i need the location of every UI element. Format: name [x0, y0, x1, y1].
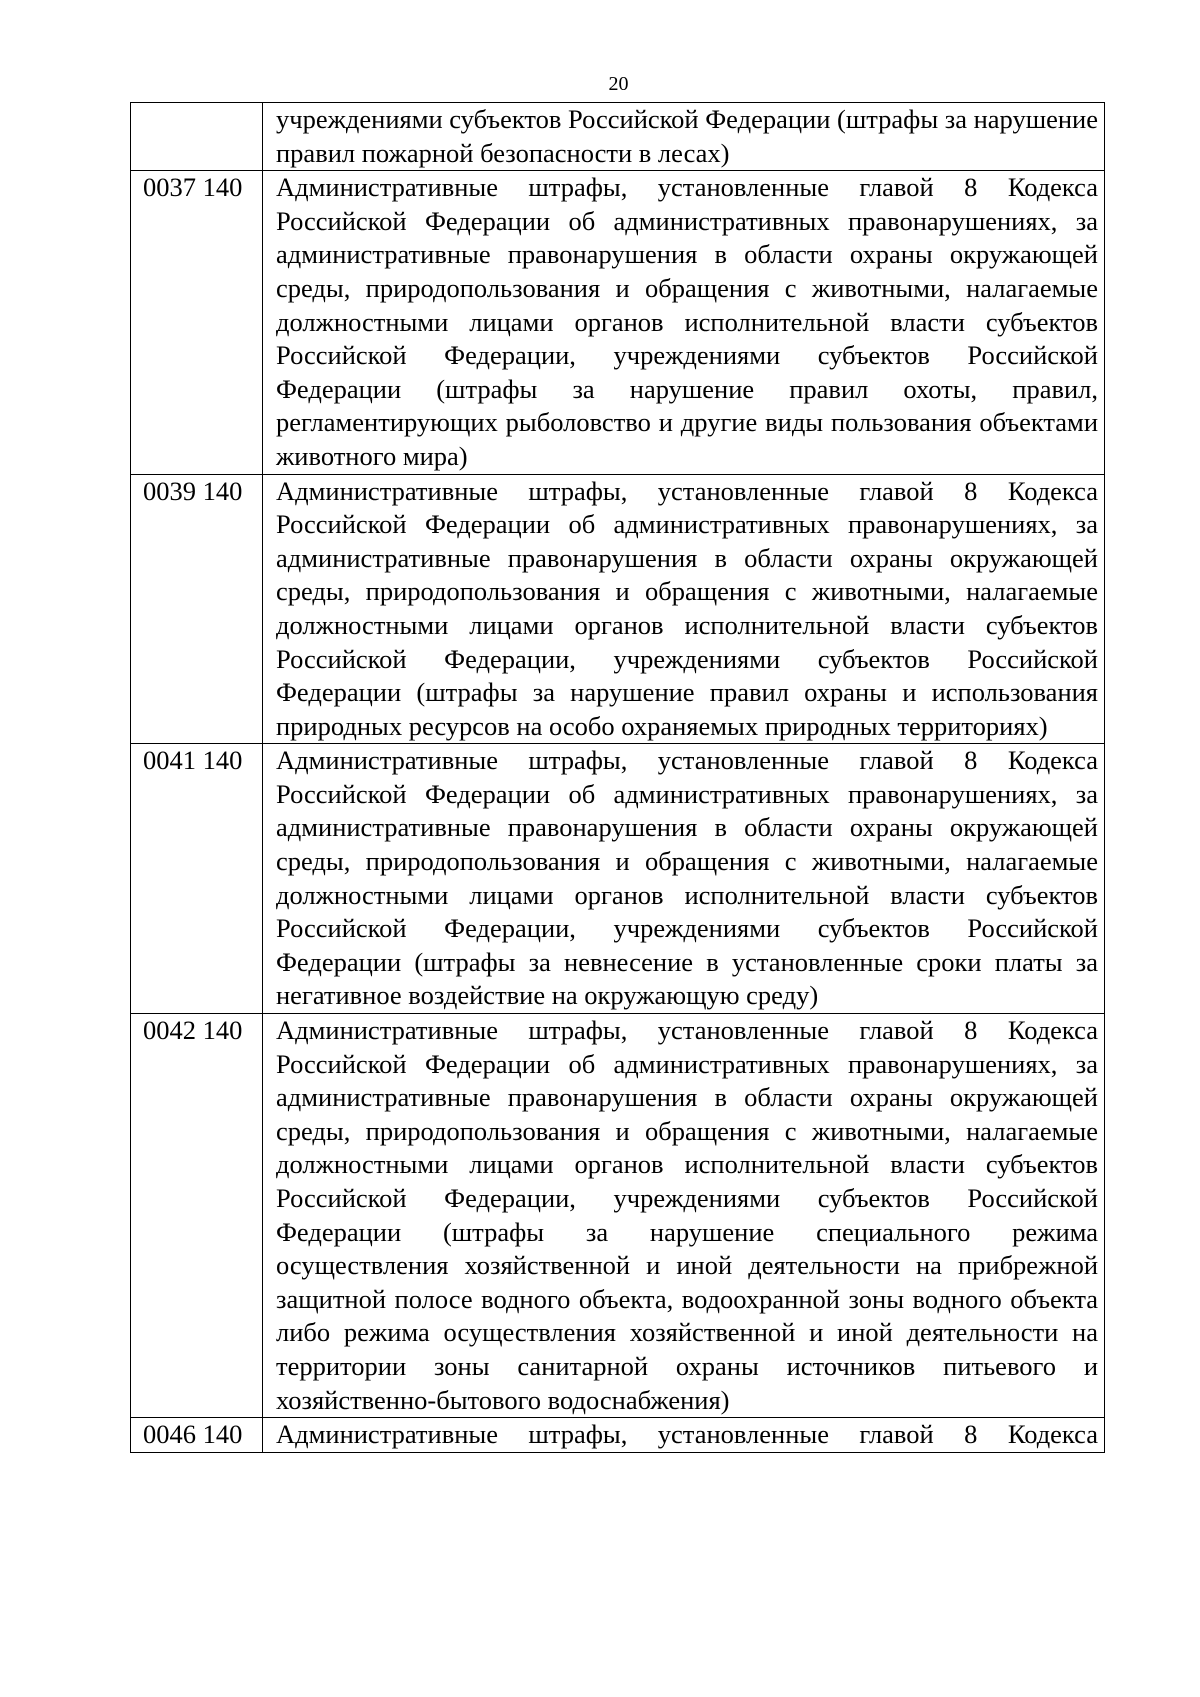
code-cell: 0041 140 [131, 744, 263, 1014]
table-row [131, 474, 1105, 744]
description-cell: Административные штрафы, установленные главой 8 Кодекса [263, 1418, 1105, 1453]
table-row [131, 103, 1105, 171]
fines-table [130, 102, 1105, 1453]
description-cell: Административные штрафы, установленные главой 8 Кодекса Российской Федерации об административных правонарушениях, за административные правонарушения в области охраны окружающей среды, природопользования и обращения с животными, налагаемые должностными лицами органов исполнительной власти субъектов Российской Федерации, учреждениями субъектов Российской Федерации (штрафы за нарушение специального режима осуществления хозяйственной и иной деятельности на прибрежной защитной полосе водного объекта, водоохранной зоны водного объекта либо режима осуществления хозяйственной и иной деятельности на территории зоны санитарной охраны источников питьевого и хозяйственно-бытового водоснабжения) [263, 1014, 1105, 1418]
page-number: 20 [608, 73, 629, 95]
table-row [131, 744, 1105, 1014]
description-cell: Административные штрафы, установленные главой 8 Кодекса Российской Федерации об административных правонарушениях, за административные правонарушения в области охраны окружающей среды, природопользования и обращения с животными, налагаемые должностными лицами органов исполнительной власти субъектов Российской Федерации, учреждениями субъектов Российской Федерации (штрафы за невнесение в установленные сроки платы за негативное воздействие на окружающую среду) [263, 744, 1105, 1014]
code-cell: 0042 140 [131, 1014, 263, 1418]
code-cell: 0046 140 [131, 1418, 263, 1453]
table-row [131, 171, 1105, 474]
code-cell: 0039 140 [131, 474, 263, 744]
code-cell: 0037 140 [131, 171, 263, 474]
description-cell: учреждениями субъектов Российской Федерации (штрафы за нарушение правил пожарной безопасности в лесах) [263, 103, 1105, 171]
description-cell: Административные штрафы, установленные главой 8 Кодекса Российской Федерации об административных правонарушениях, за административные правонарушения в области охраны окружающей среды, природопользования и обращения с животными, налагаемые должностными лицами органов исполнительной власти субъектов Российской Федерации, учреждениями субъектов Российской Федерации (штрафы за нарушение правил охраны и использования природных ресурсов на особо охраняемых природных территориях) [263, 474, 1105, 744]
description-cell: Административные штрафы, установленные главой 8 Кодекса Российской Федерации об административных правонарушениях, за административные правонарушения в области охраны окружающей среды, природопользования и обращения с животными, налагаемые должностными лицами органов исполнительной власти субъектов Российской Федерации, учреждениями субъектов Российской Федерации (штрафы за нарушение правил охоты, правил, регламентирующих рыболовство и другие виды пользования объектами животного мира) [263, 171, 1105, 474]
table-row [131, 1418, 1105, 1453]
code-cell [131, 103, 263, 171]
table-row [131, 1014, 1105, 1418]
